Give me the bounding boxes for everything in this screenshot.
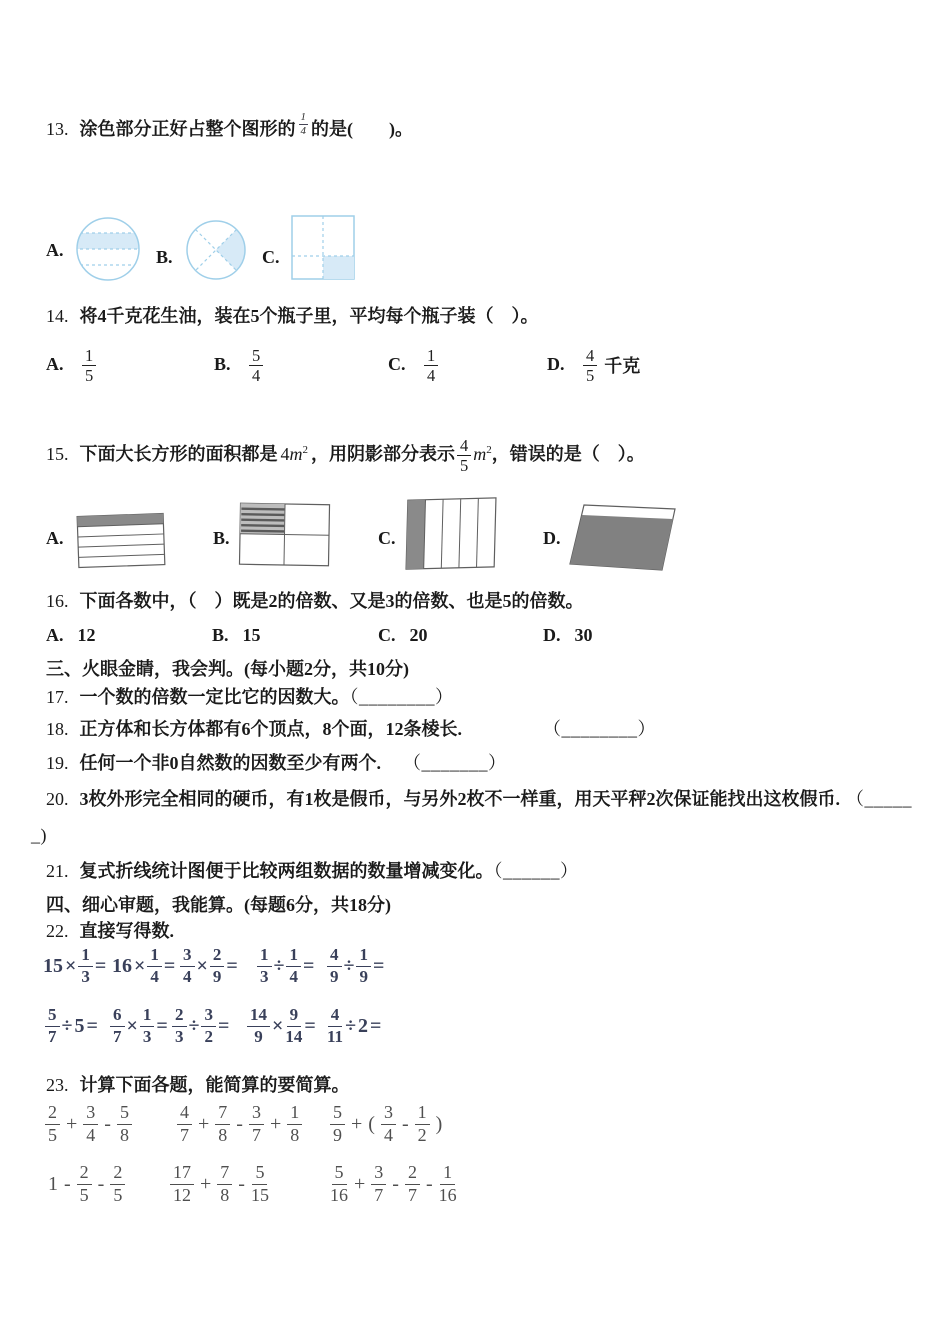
- figure-rect-quarter-striped: [237, 501, 332, 569]
- fraction: $\frac{5}{7}$: [45, 1006, 60, 1046]
- math-token: ÷: [273, 954, 285, 977]
- expression: [45, 1002, 98, 1050]
- option-value: [424, 347, 438, 386]
- fraction: $\frac{17}{12}$: [170, 1163, 194, 1205]
- question-number: 13.: [46, 119, 69, 139]
- fraction: $\frac{3}{4}$: [381, 1103, 396, 1145]
- fraction: $\frac{1}{4}$: [286, 946, 301, 986]
- question-text: 直接写得数.: [79, 921, 174, 941]
- question-14: [46, 303, 539, 329]
- expression: [177, 1098, 302, 1150]
- math-token: =: [156, 1014, 168, 1037]
- question-23: [46, 1072, 350, 1098]
- question-text: ，错误的是（ ）。: [491, 444, 645, 464]
- option-label: D.: [547, 354, 565, 374]
- option-label: D.: [543, 625, 561, 645]
- fraction: $\frac{6}{7}$: [110, 1006, 125, 1046]
- expression: [180, 942, 238, 990]
- question-number: 14.: [46, 306, 69, 326]
- answer-blank: （______）: [493, 861, 579, 881]
- expression: [247, 1002, 316, 1050]
- option-label-b: B.: [213, 528, 230, 548]
- expression: [327, 942, 384, 990]
- question-number: 22.: [46, 921, 69, 941]
- math-token: =: [94, 954, 107, 977]
- fraction: $\frac{3}{7}$: [249, 1103, 264, 1145]
- math-token: =: [163, 954, 176, 977]
- math-token: ×: [134, 954, 146, 977]
- expression: [45, 1098, 132, 1150]
- option-label: B.: [212, 625, 229, 645]
- option-label-b: B.: [156, 247, 173, 267]
- answer-blank: （________）: [543, 719, 656, 739]
- question-text: 将4千克花生油，装在5个瓶子里，平均每个瓶子装（ ）。: [79, 306, 539, 326]
- question-text: 的是( )。: [311, 119, 413, 139]
- option-label-a: A.: [46, 528, 64, 548]
- option-label: B.: [214, 354, 231, 374]
- question-text: ，用阴影部分表示: [311, 444, 455, 464]
- math-token: +: [269, 1112, 282, 1135]
- option-value: 15: [242, 625, 261, 645]
- fraction: $\frac{3}{2}$: [201, 1006, 216, 1046]
- math-token: -: [97, 1172, 105, 1195]
- fraction: $\frac{4}{5}$: [457, 437, 471, 476]
- math-token: ×: [196, 954, 208, 977]
- math-token: -: [425, 1172, 433, 1195]
- math-token: 1: [48, 1172, 58, 1195]
- question-17: [46, 684, 454, 710]
- section-3-title: 三、火眼金睛，我会判。(每小题2分，共10分): [46, 659, 409, 679]
- option-value: 20: [409, 625, 428, 645]
- fraction: $\frac{3}{4}$: [180, 946, 195, 986]
- math-token: ÷: [345, 1014, 357, 1037]
- math-token: ×: [65, 954, 77, 977]
- option-label-c: C.: [378, 528, 396, 548]
- fraction: $\frac{1}{8}$: [287, 1103, 302, 1145]
- question-text: 正方体和长方体都有6个顶点，8个面，12条棱长.: [79, 719, 462, 739]
- fraction: $\frac{1}{16}$: [438, 1162, 457, 1205]
- math-token: +: [66, 1112, 78, 1135]
- option-label-d: D.: [543, 528, 561, 548]
- math-token: (: [368, 1112, 375, 1135]
- answer-blank-start: （_____: [846, 789, 912, 809]
- question-18: [46, 716, 930, 742]
- math-token: +: [198, 1112, 210, 1135]
- question-16: [46, 588, 584, 614]
- question-text: 复式折线统计图便于比较两组数据的数量增减变化。: [79, 861, 494, 881]
- math-token: +: [351, 1112, 363, 1135]
- question-text: 下面各数中，（ ）既是2的倍数、又是3的倍数、也是5的倍数。: [79, 591, 584, 611]
- option-value: [82, 347, 96, 386]
- math-token: +: [354, 1172, 366, 1195]
- option-value: [583, 340, 640, 392]
- expression: [327, 1002, 381, 1050]
- expression: [43, 942, 106, 990]
- math-token: =: [86, 1014, 98, 1037]
- fraction: $\frac{4}{7}$: [177, 1103, 192, 1145]
- fraction: $\frac{9}{14}$: [285, 1005, 303, 1046]
- question-number: 23.: [46, 1075, 69, 1095]
- fraction: $\frac{14}{9}$: [247, 1006, 270, 1046]
- expression: [330, 1158, 457, 1210]
- fraction: $\frac{7}{8}$: [215, 1103, 230, 1145]
- expression: [257, 942, 314, 990]
- option-c: [378, 622, 428, 648]
- fraction: $\frac{1}{5}$: [82, 347, 96, 386]
- section-4-title: 四、细心审题，我能算。(每题6分，共18分): [46, 895, 391, 915]
- expression: [170, 1158, 269, 1210]
- math-token: -: [392, 1172, 399, 1195]
- expression: [172, 1002, 229, 1050]
- math-token: -: [236, 1112, 243, 1135]
- expression: [48, 1158, 125, 1210]
- math-token: ÷: [61, 1014, 73, 1037]
- fraction: $\frac{5}{15}$: [250, 1162, 269, 1205]
- fraction: $\frac{2}{5}$: [45, 1103, 60, 1145]
- math-token: 15: [43, 954, 63, 977]
- math-token: ×: [126, 1014, 138, 1037]
- question-text: 一个数的倍数一定比它的因数大。: [79, 687, 350, 707]
- question-number: 17.: [46, 687, 69, 707]
- figure-rect-horizontal-fifths: [75, 510, 169, 571]
- question-number: 16.: [46, 591, 69, 611]
- math-token: ÷: [343, 954, 355, 977]
- question-number: 15.: [46, 444, 69, 464]
- answer-blank: （________）: [349, 687, 454, 707]
- fraction: $\frac{7}{8}$: [217, 1163, 232, 1205]
- fraction: $\frac{4}{5}$: [583, 347, 597, 386]
- fraction: $\frac{2}{5}$: [110, 1163, 125, 1205]
- figure-circle-horizontal-strips: [74, 215, 142, 283]
- math-token: =: [372, 954, 385, 977]
- option-label: A.: [46, 354, 64, 374]
- question-21: [46, 858, 579, 884]
- option-label: C.: [378, 625, 396, 645]
- fraction: $\frac{5}{16}$: [330, 1162, 348, 1205]
- math-token: -: [401, 1112, 409, 1135]
- question-13: [46, 111, 413, 152]
- option-c: [388, 338, 438, 390]
- figure-parallelogram-shaded: [568, 502, 678, 574]
- fraction: $\frac{5}{9}$: [330, 1103, 345, 1145]
- option-value: 30: [574, 625, 593, 645]
- option-a: [46, 338, 96, 390]
- answer-blank-end: _): [31, 825, 47, 845]
- question-text: 计算下面各题，能简算的要简算。: [79, 1075, 350, 1095]
- fraction: $\frac{1}{3}$: [78, 946, 93, 986]
- question-20: [46, 786, 912, 812]
- question-19: [46, 750, 507, 776]
- math-token: -: [238, 1172, 245, 1195]
- math-token: ): [435, 1112, 443, 1135]
- fraction: $\frac{5}{8}$: [117, 1103, 132, 1145]
- fraction: $\frac{1}{9}$: [356, 946, 371, 986]
- math-token: 2: [358, 1014, 369, 1037]
- fraction: $\frac{3}{4}$: [83, 1103, 98, 1145]
- expression: [112, 942, 175, 990]
- question-text: 任何一个非0自然数的因数至少有两个.: [79, 753, 381, 773]
- fraction: $\frac{1}{4}$: [147, 946, 162, 986]
- question-20-continued: [31, 822, 47, 848]
- fraction: $\frac{1}{4}$: [300, 111, 306, 137]
- expression: [110, 1002, 168, 1050]
- option-label-a: A.: [46, 240, 64, 260]
- fraction: $\frac{1}{4}$: [424, 347, 438, 386]
- fraction: $\frac{2}{5}$: [77, 1163, 92, 1205]
- option-value: [249, 347, 263, 386]
- fraction: $\frac{1}{3}$: [140, 1006, 155, 1046]
- question-number: 19.: [46, 753, 69, 773]
- math-token: ÷: [188, 1014, 200, 1037]
- question-number: 20.: [46, 789, 69, 809]
- math-token: -: [64, 1172, 71, 1195]
- fraction: $\frac{1}{2}$: [415, 1103, 430, 1145]
- fraction: $\frac{2}{3}$: [172, 1006, 187, 1046]
- fraction: $\frac{1}{3}$: [257, 946, 272, 986]
- figure-square-quarter-shaded: [291, 215, 355, 281]
- option-d: [547, 338, 640, 392]
- math-token: =: [304, 1014, 316, 1037]
- option-a: [46, 622, 96, 648]
- question-15: [46, 424, 645, 480]
- option-b: [214, 338, 263, 390]
- math-token: +: [200, 1172, 212, 1195]
- math-token: ×: [272, 1014, 284, 1037]
- option-value: 12: [77, 625, 96, 645]
- figure-rect-vertical-fifths: [403, 495, 501, 573]
- fraction: $\frac{4}{11}$: [327, 1005, 344, 1046]
- math-token: =: [302, 954, 315, 977]
- question-number: 21.: [46, 861, 69, 881]
- math-area: $4m^2$: [280, 444, 308, 464]
- question-22: [46, 918, 174, 944]
- option-d: [543, 622, 593, 648]
- math-token: 5: [74, 1014, 85, 1037]
- math-token: 16: [112, 954, 132, 977]
- question-text: 下面大长方形的面积都是: [79, 444, 278, 464]
- question-number: 18.: [46, 719, 69, 739]
- option-b: [212, 622, 261, 648]
- answer-blank: （_______）: [403, 753, 507, 773]
- fraction: $\frac{2}{9}$: [210, 946, 225, 986]
- question-text: 3枚外形完全相同的硬币，有1枚是假币，与另外2枚不一样重，用天平秤2次保证能找出这枚假币.: [79, 789, 840, 809]
- fraction: $\frac{4}{9}$: [327, 946, 342, 986]
- math-token: =: [217, 1014, 230, 1037]
- math-token: -: [104, 1112, 111, 1135]
- question-text: 涂色部分正好占整个图形的: [79, 119, 296, 139]
- math-token: =: [226, 954, 238, 977]
- math-token: 千克: [604, 355, 641, 376]
- figure-circle-diagonal-quarters: [184, 218, 248, 282]
- option-label-c: C.: [262, 247, 280, 267]
- expression: [330, 1098, 442, 1150]
- fraction: $\frac{3}{7}$: [371, 1163, 386, 1205]
- option-label: A.: [46, 625, 64, 645]
- math-unit: $m^2$: [473, 444, 492, 464]
- fraction: $\frac{2}{7}$: [405, 1163, 420, 1205]
- fraction: $\frac{5}{4}$: [249, 347, 263, 386]
- option-label: C.: [388, 354, 406, 374]
- math-token: =: [370, 1014, 382, 1037]
